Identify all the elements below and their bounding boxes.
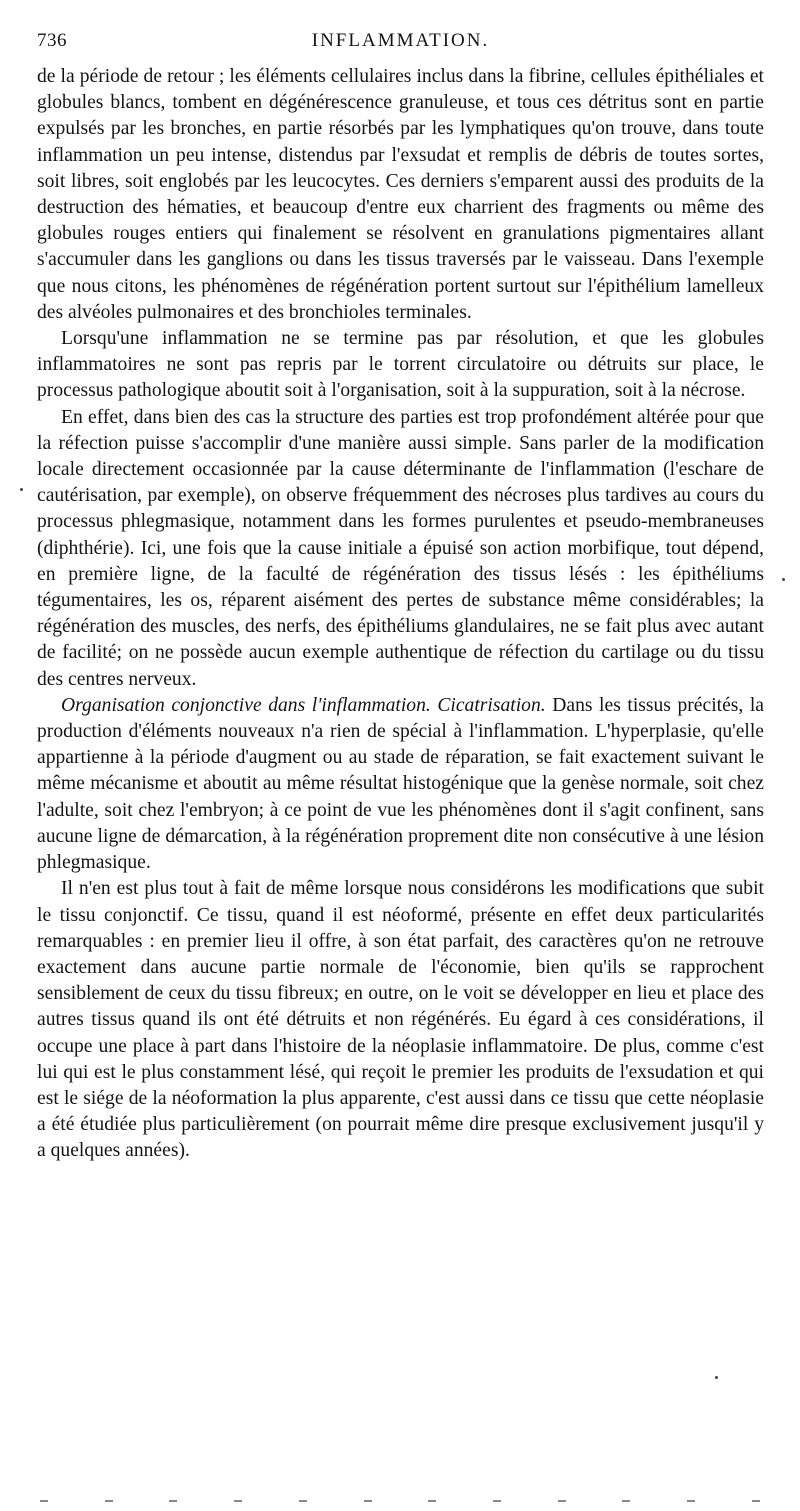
margin-mark [169, 1500, 177, 1502]
paragraph-resolution: Lorsqu'une inflammation ne se termine pas par résolution, et que les globules inflammatoires ne sont pas repris par le torrent circulatoire ou détruits sur place, le processus pathologique aboutit soit à l'organisation, soit à la suppuration, soit à la nécrose. [37, 328, 764, 402]
running-title: INFLAMMATION. [311, 30, 490, 51]
margin-mark [493, 1500, 501, 1502]
paragraph-necrosis: En effet, dans bien des cas la structure des parties est trop profondément altérée pour que la réfection puisse s'accomplir d'une manière aussi simple. Sans parler de la modification locale directement occasionnée par la cause déterminante de l'inflammation (l'eschare de cautérisation, par exemple), on observe fréquemment des nécroses plus tardives au cours du processus phlegmasique, notamment dans les formes purulentes et pseudo-membraneuses (diphthérie). Ici, une fois que la cause initiale a épuisé son action morbifique, tout dépend, en première ligne, de la faculté de régénération des tissus lésés : les épithéliums tégumentaires, les os, réparent aisément des pertes de substance même considérables; la régénération des muscles, des nerfs, des épithéliums glandulaires, ne se fait plus avec autant de facilité; on ne possède aucun exemple authentique de réfection du cartilage ou du tissu des centres nerveux. [37, 406, 764, 690]
margin-mark [428, 1500, 436, 1502]
paragraph-organisation [37, 693, 764, 876]
section-heading: Organisation conjonctive dans l'inflammation. Cicatrisation. [61, 694, 546, 716]
margin-mark [364, 1500, 372, 1502]
print-speck [782, 578, 785, 581]
page-number: 736 [37, 30, 67, 51]
margin-mark [752, 1500, 760, 1502]
margin-mark [558, 1500, 566, 1502]
paragraph-connective-tissue: Il n'en est plus tout à fait de même lorsque nous considérons les modifications que subit le tissu conjonctif. Ce tissu, quand il est néoformé, présente en effet deux particularités remarquables : en premier lieu il offre, à son état parfait, des caractères qu'on ne retrouve exactement dans aucune partie normale de l'économie, bien qu'ils se rapprochent sensiblement de ceux du tissu fibreux; en outre, on le voit se développer en lieu et place des autres tissus quand ils ont été détruits et non régénérés. Eu égard à ces considérations, il occupe une place à part dans l'histoire de la néoplasie inflammatoire. De plus, comme c'est lui qui est le plus constamment lésé, qui reçoit le premier les produits de l'exsudation et qui est le siége de la néoformation la plus apparente, c'est aussi dans ce tissu que cette néoplasie a été étudiée plus particulièrement (on pourrait même dire presque exclusivement jusqu'il y a quelques années). [37, 878, 764, 1162]
paragraph-organisation-text: Dans les tissus précités, la production d'éléments nouveaux n'a rien de spécial à l'inflammation. L'hyperplasie, qu'elle appartienne à la période d'augment ou au stade de réparation, se fait exactement suivant le même mécanisme et aboutit au même résultat histogénique que la genèse normale, soit chez l'adulte, soit chez l'embryon; à ce point de vue les phénomènes dont il s'agit confinent, sans aucune ligne de démarcation, à la régénération proprement dite non consécutive à une lésion phlegmasique. [37, 694, 764, 874]
margin-mark [105, 1500, 113, 1502]
margin-mark [687, 1500, 695, 1502]
margin-mark [40, 1500, 48, 1502]
body-text [37, 64, 764, 1165]
running-header [37, 30, 764, 60]
margin-mark [299, 1500, 307, 1502]
bottom-margin-marks [40, 1500, 760, 1502]
margin-mark [234, 1500, 242, 1502]
print-speck [715, 1376, 718, 1379]
margin-mark [622, 1500, 630, 1502]
print-speck [20, 488, 23, 491]
paragraph-continuation: de la période de retour ; les éléments cellulaires inclus dans la fibrine, cellules épithéliales et globules blancs, tombent en dégénérescence granuleuse, et tous ces détritus sont en partie expulsés par les bronches, en partie résorbés par les lymphatiques qu'on trouve, dans toute inflammation un peu intense, distendus par l'exsudat et remplis de débris de toutes sortes, soit libres, soit englobés par les leucocytes. Ces derniers s'emparent aussi des produits de la destruction des hématies, et beaucoup d'entre eux charrient des fragments ou même des globules rouges entiers qui finalement se résolvent en granulations pigmentaires allant s'accumuler dans les ganglions ou dans les tissus traversés par le vaisseau. Dans l'exemple que nous citons, les phénomènes de régénération portent surtout sur l'épithélium lamelleux des alvéoles pulmonaires et des bronchioles terminales. [37, 66, 764, 323]
